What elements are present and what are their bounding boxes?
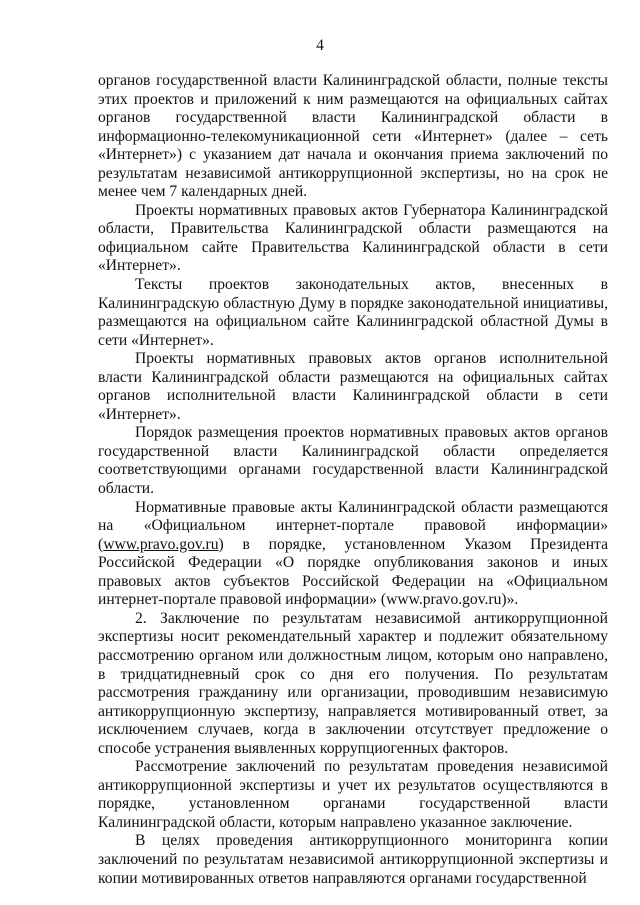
legal-portal-text-before: Нормативные правовые акты Калининградской области размещаются на «Официальном интернет-портале правовой информации» ( (98, 498, 608, 553)
paragraph-conclusion-review: 2. Заключение по результатам независимой антикоррупционной экспертизы носит рекомендательный характер и подлежит обязательному рассмотрению органом или должностным лицом, которым оно направлено, в тридцатидневный срок со дня его получения. По результатам рассмотрения гражданину или организации, проводившим независимую антикоррупционную экспертизу, направляется мотивированный ответ, за исключением случаев, когда в заключении отсутствует предложение о способе устранения выявленных коррупциогенных факторов. (98, 609, 608, 757)
paragraph-executive-acts: Проекты нормативных правовых актов органов исполнительной власти Калининградской области размещаются на официальных сайтах органов исполнительной власти Калининградской области в сети «Интернет». (98, 350, 608, 423)
page-number: 4 (316, 37, 324, 54)
paragraph-legislative-acts: Тексты проектов законодательных актов, внесенных в Калининградскую областную Думу в порядке законодательной инициативы, размещаются на официальном сайте Калининградской областной Думы в сети «Интернет». (98, 276, 608, 349)
paragraph-results-consideration: Рассмотрение заключений по результатам проведения независимой антикоррупционной экспертизы и учет их результатов осуществляются в порядке, установленном органами государственной власти Калининградской области, которым направлено указанное заключение. (98, 758, 608, 831)
paragraph-placement-procedure: Порядок размещения проектов нормативных правовых актов органов государственной власти Калининградской области определяется соответствующими органами государственной власти Калининградской области. (98, 424, 608, 498)
legal-portal-text-after: ) в порядке, установленном Указом Президента Российской Федерации «О порядке опубликования законов и иных правовых актов субъектов Российской Федерации на «Официальном интернет-портале правовой информации» (www.pravo.gov.ru)». (98, 535, 608, 609)
paragraph-monitoring: В целях проведения антикоррупционного мониторинга копии заключений по результатам независимой антикоррупционной экспертизы и копии мотивированных ответов направляются органами государственной (98, 832, 608, 887)
paragraph-continuation: органов государственной власти Калининградской области, полные тексты этих проектов и приложений к ним размещаются на официальных сайтах органов государственной власти Калининградской области в информационно-телекомуникационной сети «Интернет» (далее – сеть «Интернет») с указанием дат начала и окончания приема заключений по результатам независимой антикоррупционной экспертизы, но на срок не менее чем 7 календарных дней. (98, 72, 608, 201)
paragraph-legal-portal (98, 499, 608, 610)
paragraph-governor-acts: Проекты нормативных правовых актов Губернатора Калининградской области, Правительства Калининградской области размещаются на официальном сайте Правительства Калининградской области в сети «Интернет». (98, 201, 608, 275)
document-body (98, 72, 608, 888)
pravo-gov-link[interactable]: www.pravo.gov.ru (103, 535, 219, 553)
